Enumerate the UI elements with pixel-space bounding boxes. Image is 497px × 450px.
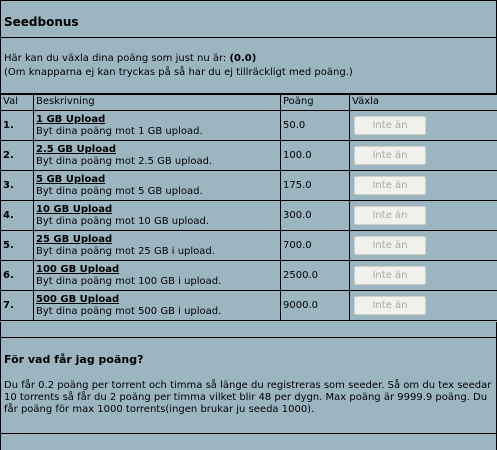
option-name: 25 GB Upload (36, 234, 113, 245)
intro-section (0, 38, 497, 94)
row-number: 7. (1, 291, 34, 321)
option-points: 2500.0 (281, 261, 350, 291)
exchange-button[interactable]: Inte än (354, 236, 426, 255)
row-number: 3. (1, 171, 34, 201)
spacer-row (0, 322, 497, 338)
row-number: 6. (1, 261, 34, 291)
exchange-table (0, 94, 497, 321)
row-exchange-cell (350, 291, 497, 321)
button-note: (Om knapparna ej kan tryckas på så har du ej tillräckligt med poäng.) (4, 67, 353, 78)
table-row (1, 111, 497, 141)
option-points: 9000.0 (281, 291, 350, 321)
exchange-button[interactable]: Inte än (354, 266, 426, 285)
table-row (1, 201, 497, 231)
row-exchange-cell (350, 231, 497, 261)
table-row (1, 171, 497, 201)
exchange-button[interactable]: Inte än (354, 206, 426, 225)
row-description-cell (34, 171, 281, 201)
exchange-button[interactable]: Inte än (354, 176, 426, 195)
option-name: 2.5 GB Upload (36, 144, 116, 155)
exchange-button[interactable]: Inte än (354, 296, 426, 315)
table-row (1, 141, 497, 171)
option-name: 10 GB Upload (36, 204, 113, 215)
exchange-button[interactable]: Inte än (354, 116, 426, 135)
option-description: Byt dina poäng mot 10 GB upload. (36, 216, 209, 227)
option-description: Byt dina poäng mot 100 GB i upload. (36, 276, 222, 287)
row-exchange-cell (350, 201, 497, 231)
row-exchange-cell (350, 171, 497, 201)
option-points: 300.0 (281, 201, 350, 231)
table-row (1, 291, 497, 321)
option-points: 100.0 (281, 141, 350, 171)
page-title: Seedbonus (4, 15, 79, 29)
row-description-cell (34, 141, 281, 171)
row-description-cell (34, 261, 281, 291)
option-points: 50.0 (281, 111, 350, 141)
exchange-button[interactable]: Inte än (354, 146, 426, 165)
row-number: 4. (1, 201, 34, 231)
faq-question: För vad får jag poäng? (4, 353, 144, 366)
title-bar (0, 0, 497, 38)
row-exchange-cell (350, 141, 497, 171)
option-points: 700.0 (281, 231, 350, 261)
option-description: Byt dina poäng mot 25 GB i upload. (36, 246, 215, 257)
row-number: 5. (1, 231, 34, 261)
header-val: Val (1, 95, 34, 111)
option-description: Byt dina poäng mot 2.5 GB upload. (36, 156, 213, 167)
option-description: Byt dina poäng mot 1 GB upload. (36, 126, 203, 137)
option-name: 100 GB Upload (36, 264, 120, 275)
header-exchange: Växla (350, 95, 497, 111)
header-points: Poäng (281, 95, 350, 111)
row-description-cell (34, 201, 281, 231)
table-row (1, 261, 497, 291)
faq-answer: Du får 0.2 poäng per torrent och timma så länge du registreras som seeder. Så om du tex seedar 10 torrents så får du 2 poäng per timma vilket blir 48 per dygn. Max poäng är 9999.9 poäng. Du får poäng för max 1000 torrents(ingen brukar ju seeda 1000). (4, 380, 492, 415)
row-number: 2. (1, 141, 34, 171)
points-label: Här kan du växla dina poäng som just nu är: (4, 53, 230, 64)
row-description-cell (34, 111, 281, 141)
points-value: (0.0) (229, 53, 257, 64)
row-description-cell (34, 231, 281, 261)
table-header (1, 95, 497, 111)
option-description: Byt dina poäng mot 5 GB upload. (36, 186, 203, 197)
header-description: Beskrivning (34, 95, 281, 111)
row-exchange-cell (350, 111, 497, 141)
option-name: 1 GB Upload (36, 114, 106, 125)
footer-row (0, 434, 497, 450)
faq-section (0, 338, 497, 434)
row-number: 1. (1, 111, 34, 141)
option-name: 5 GB Upload (36, 174, 106, 185)
table-row (1, 231, 497, 261)
row-exchange-cell (350, 261, 497, 291)
option-description: Byt dina poäng mot 500 GB i upload. (36, 306, 222, 317)
points-summary (4, 53, 256, 64)
option-points: 175.0 (281, 171, 350, 201)
row-description-cell (34, 291, 281, 321)
option-name: 500 GB Upload (36, 294, 120, 305)
